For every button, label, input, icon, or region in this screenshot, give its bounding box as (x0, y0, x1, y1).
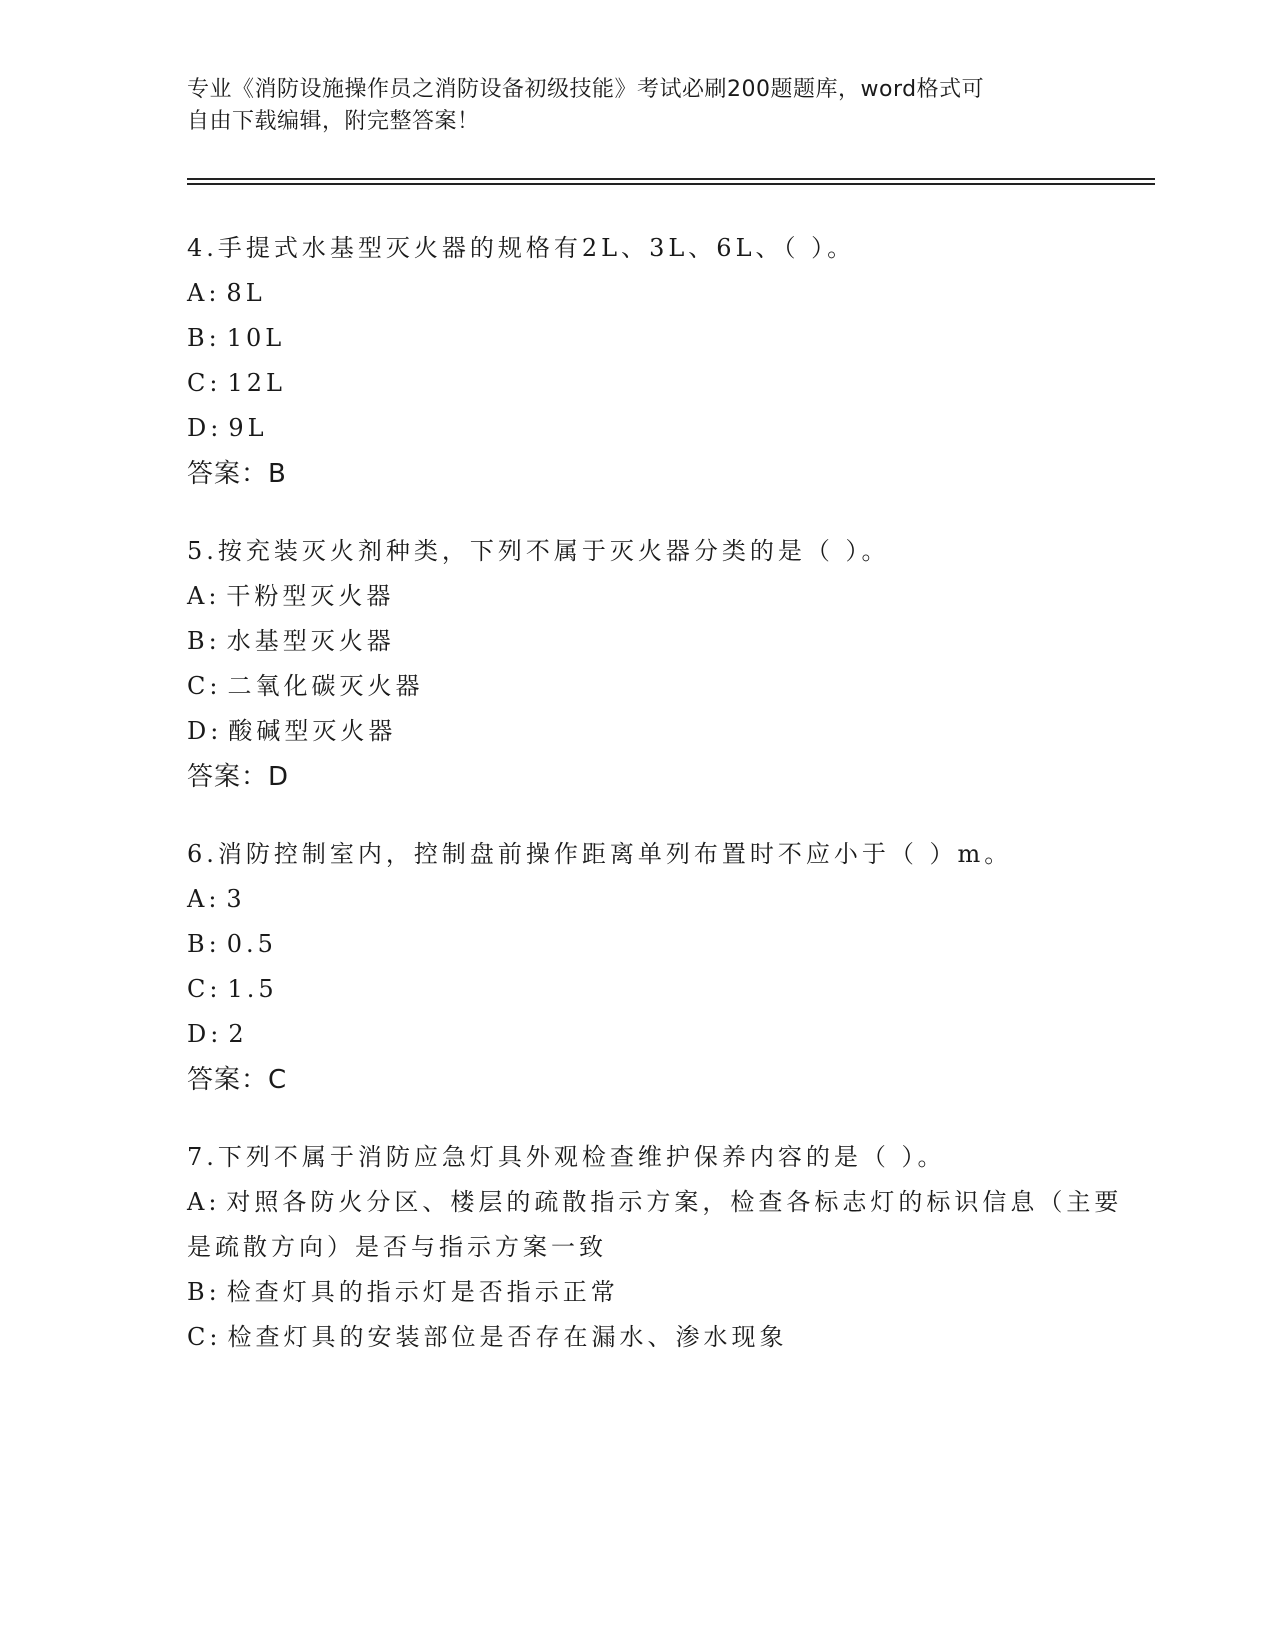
option-letter: D: (187, 717, 223, 745)
question-stem: 4.手提式水基型灭火器的规格有2L、3L、6L、（ ）。 (187, 234, 856, 262)
option-text: 8L (226, 279, 266, 307)
option-letter: C: (187, 975, 222, 1003)
question-item (187, 234, 1147, 489)
option-letter: A: (187, 1188, 221, 1216)
option-d (187, 1020, 1147, 1048)
header-line-1: 专业《消防设施操作员之消防设备初级技能》考试必刷200题题库，word格式可 (187, 77, 985, 102)
option-letter: D: (187, 1020, 223, 1048)
option-a (187, 582, 1147, 610)
question-item (187, 840, 1147, 1095)
option-letter: D: (187, 414, 223, 442)
question-item (187, 537, 1147, 792)
option-text: 二氧化碳灭火器 (227, 672, 424, 700)
answer-label: 答案：C (187, 1065, 288, 1095)
option-text: 对照各防火分区、楼层的疏散指示方案，检查各标志灯的标识信息（主要是疏散方向）是否与指示方案一致 (187, 1188, 1123, 1261)
option-b (187, 324, 1147, 352)
option-letter: B: (187, 324, 221, 352)
answer-label: 答案：B (187, 459, 287, 489)
option-text: 水基型灭火器 (226, 627, 395, 655)
option-c (187, 1323, 1147, 1351)
option-letter: B: (187, 627, 221, 655)
option-letter: C: (187, 369, 222, 397)
option-c (187, 369, 1147, 397)
option-text: 检查灯具的指示灯是否指示正常 (226, 1278, 619, 1306)
option-a (187, 279, 1147, 307)
question-stem: 7.下列不属于消防应急灯具外观检查维护保养内容的是（ ）。 (187, 1143, 946, 1171)
option-text: 干粉型灭火器 (226, 582, 395, 610)
option-text: 酸碱型灭火器 (228, 717, 397, 745)
document-header (187, 74, 1067, 138)
option-c (187, 672, 1147, 700)
header-divider-top (187, 178, 1155, 180)
option-b (187, 1278, 1147, 1306)
option-letter: C: (187, 1323, 222, 1351)
option-b (187, 930, 1147, 958)
header-line-2: 自由下载编辑，附完整答案！ (187, 109, 480, 134)
option-c (187, 975, 1147, 1003)
option-text: 9L (228, 414, 268, 442)
question-list (187, 234, 1147, 1399)
option-text: 10L (226, 324, 286, 352)
question-stem: 5.按充装灭火剂种类，下列不属于灭火器分类的是（ ）。 (187, 537, 890, 565)
option-a (187, 885, 1147, 913)
option-letter: C: (187, 672, 222, 700)
option-text: 1.5 (227, 975, 278, 1003)
header-divider-bottom (187, 183, 1155, 185)
option-d (187, 414, 1147, 442)
option-letter: B: (187, 1278, 221, 1306)
option-text: 2 (228, 1020, 248, 1048)
option-letter: A: (187, 885, 221, 913)
option-text: 12L (227, 369, 286, 397)
option-d (187, 717, 1147, 745)
option-letter: B: (187, 930, 221, 958)
question-stem: 6.消防控制室内，控制盘前操作距离单列布置时不应小于（ ）m。 (187, 840, 1013, 868)
answer-label: 答案：D (187, 762, 290, 792)
question-item (187, 1143, 1147, 1351)
option-text: 3 (226, 885, 246, 913)
option-letter: A: (187, 582, 221, 610)
option-a (187, 1180, 1147, 1270)
option-text: 检查灯具的安装部位是否存在漏水、渗水现象 (227, 1323, 788, 1351)
option-text: 0.5 (226, 930, 277, 958)
option-b (187, 627, 1147, 655)
option-letter: A: (187, 279, 221, 307)
